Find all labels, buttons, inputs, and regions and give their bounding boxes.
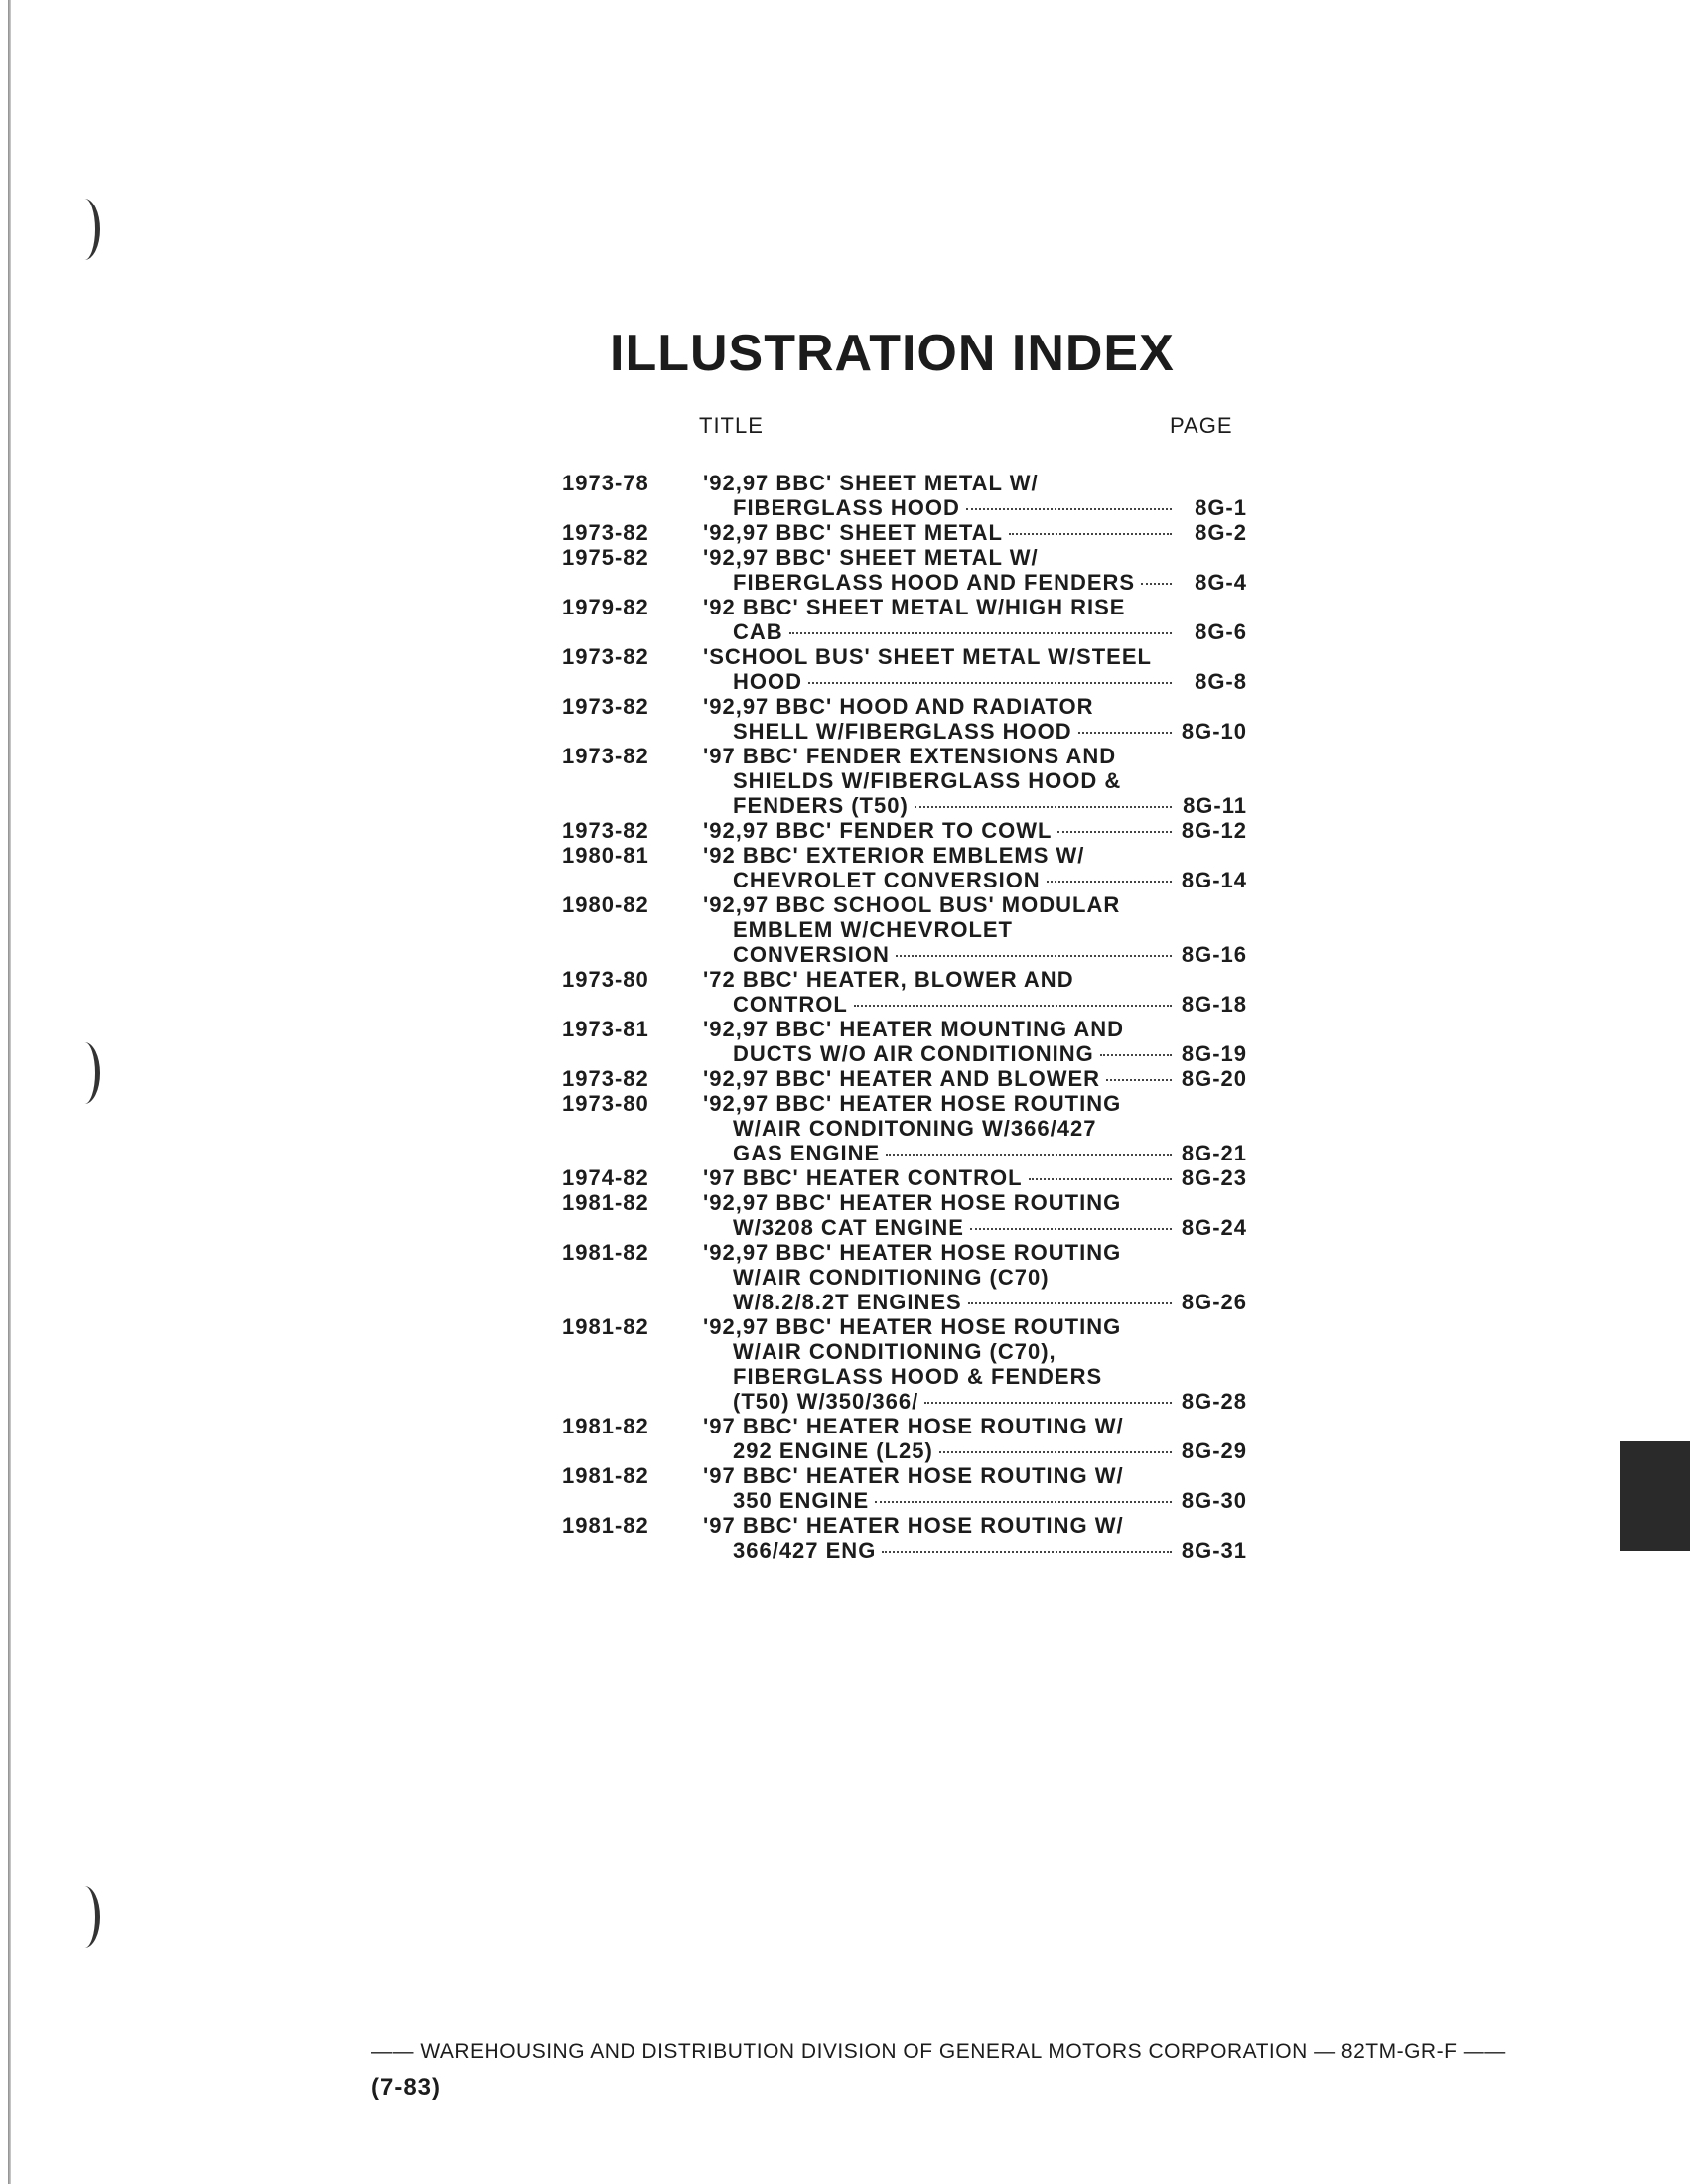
entry-title-line: W/AIR CONDITONING W/366/427: [733, 1116, 1097, 1141]
entry-year: 1973-81: [562, 1017, 649, 1041]
entry-year: 1973-78: [562, 471, 649, 495]
dot-leader: [854, 1005, 1172, 1007]
entry-title-line: '97 BBC' HEATER HOSE ROUTING W/: [703, 1463, 1124, 1488]
binder-edge: [8, 0, 11, 2184]
entry-page-number: 8G-30: [1181, 1488, 1247, 1513]
entry-year: 1981-82: [562, 1414, 649, 1438]
entry-title-line: SHIELDS W/FIBERGLASS HOOD &: [733, 768, 1122, 793]
binder-hole: [70, 199, 100, 260]
entry-title-text: '92,97 BBC' SHEET METAL: [703, 520, 1003, 545]
entry-title-text: (T50) W/350/366/: [733, 1389, 919, 1414]
index-entry: [562, 892, 1247, 967]
index-entry: [562, 1314, 1247, 1414]
entry-title-line: '92,97 BBC' SHEET METAL W/: [703, 545, 1039, 570]
entry-title-text: CAB: [733, 619, 783, 644]
column-header-page: PAGE: [1170, 413, 1233, 438]
entry-title-line: W/AIR CONDITIONING (C70),: [733, 1339, 1056, 1364]
entry-page-number: 8G-16: [1181, 942, 1247, 967]
entry-title-text: W/3208 CAT ENGINE: [733, 1215, 964, 1240]
entry-year: 1973-80: [562, 1091, 649, 1116]
entry-title-final-line: [703, 570, 1247, 595]
dot-leader: [1106, 1079, 1172, 1081]
index-entry: [562, 595, 1247, 644]
entry-year: 1979-82: [562, 595, 649, 619]
index-list: [562, 471, 1247, 1563]
index-entry: [562, 694, 1247, 744]
entry-title-text: FIBERGLASS HOOD AND FENDERS: [733, 570, 1136, 595]
section-tab-marker: [1620, 1441, 1690, 1551]
dot-leader: [939, 1451, 1172, 1453]
entry-title-final-line: [703, 818, 1247, 843]
dot-leader: [1100, 1054, 1172, 1056]
entry-year: 1974-82: [562, 1165, 649, 1190]
entry-title-line: EMBLEM W/CHEVROLET: [733, 917, 1013, 942]
index-entry: [562, 843, 1247, 892]
entry-title-final-line: [703, 1165, 1247, 1190]
entry-title-text: DUCTS W/O AIR CONDITIONING: [733, 1041, 1094, 1066]
entry-title-line: '97 BBC' FENDER EXTENSIONS AND: [703, 744, 1117, 768]
entry-page-number: 8G-21: [1181, 1141, 1247, 1165]
dot-leader: [1047, 881, 1172, 883]
column-header-title: TITLE: [699, 413, 764, 438]
entry-year: 1981-82: [562, 1190, 649, 1215]
entry-title-line: '92,97 BBC' HEATER HOSE ROUTING: [703, 1091, 1122, 1116]
index-entry: [562, 1091, 1247, 1165]
footer-date: (7-83): [371, 2074, 442, 2101]
footer-publisher: —— WAREHOUSING AND DISTRIBUTION DIVISION OF GENERAL MOTORS CORPORATION — 82TM-GR-F ——: [371, 2040, 1506, 2063]
entry-title-final-line: [703, 942, 1247, 967]
entry-title-final-line: [703, 1141, 1247, 1165]
entry-page-number: 8G-14: [1181, 868, 1247, 892]
index-entry: [562, 818, 1247, 843]
index-entry: [562, 1240, 1247, 1314]
entry-year: 1973-82: [562, 644, 649, 669]
entry-page-number: 8G-8: [1195, 669, 1247, 694]
entry-title-text: SHELL W/FIBERGLASS HOOD: [733, 719, 1072, 744]
dot-leader: [1029, 1178, 1172, 1180]
entry-year: 1973-80: [562, 967, 649, 992]
index-entry: [562, 644, 1247, 694]
entry-year: 1980-82: [562, 892, 649, 917]
entry-title-final-line: [703, 1538, 1247, 1563]
binder-hole: [70, 1042, 100, 1104]
entry-title-final-line: [703, 1215, 1247, 1240]
dot-leader: [924, 1402, 1172, 1404]
entry-title-final-line: [703, 619, 1247, 644]
entry-title-line: '72 BBC' HEATER, BLOWER AND: [703, 967, 1074, 992]
index-entry: [562, 471, 1247, 520]
index-entry: [562, 1165, 1247, 1190]
entry-page-number: 8G-20: [1181, 1066, 1247, 1091]
entry-page-number: 8G-26: [1181, 1290, 1247, 1314]
entry-title-final-line: [703, 992, 1247, 1017]
index-entry: [562, 1017, 1247, 1066]
entry-title-text: GAS ENGINE: [733, 1141, 881, 1165]
entry-page-number: 8G-18: [1181, 992, 1247, 1017]
entry-title-line: '92,97 BBC' SHEET METAL W/: [703, 471, 1039, 495]
dot-leader: [896, 955, 1172, 957]
entry-year: 1973-82: [562, 694, 649, 719]
entry-year: 1973-82: [562, 520, 649, 545]
entry-page-number: 8G-12: [1181, 818, 1247, 843]
dot-leader: [1141, 583, 1172, 585]
entry-title-text: FENDERS (T50): [733, 793, 909, 818]
dot-leader: [966, 508, 1172, 510]
entry-title-text: 350 ENGINE: [733, 1488, 870, 1513]
entry-year: 1981-82: [562, 1463, 649, 1488]
entry-page-number: 8G-19: [1181, 1041, 1247, 1066]
entry-title-text: '92,97 BBC' HEATER AND BLOWER: [703, 1066, 1101, 1091]
entry-year: 1980-81: [562, 843, 649, 868]
binder-hole: [70, 1886, 100, 1948]
entry-title-text: CHEVROLET CONVERSION: [733, 868, 1041, 892]
entry-page-number: 8G-4: [1195, 570, 1247, 595]
entry-year: 1981-82: [562, 1314, 649, 1339]
entry-page-number: 8G-29: [1181, 1438, 1247, 1463]
dot-leader: [968, 1302, 1172, 1304]
entry-title-line: FIBERGLASS HOOD & FENDERS: [733, 1364, 1103, 1389]
entry-year: 1973-82: [562, 744, 649, 768]
entry-title-final-line: [703, 520, 1247, 545]
dot-leader: [915, 806, 1172, 808]
entry-year: 1973-82: [562, 818, 649, 843]
entry-page-number: 8G-24: [1181, 1215, 1247, 1240]
index-entry: [562, 545, 1247, 595]
entry-title-text: '97 BBC' HEATER CONTROL: [703, 1165, 1023, 1190]
dot-leader: [789, 632, 1172, 634]
entry-title-text: 366/427 ENG: [733, 1538, 877, 1563]
entry-title-final-line: [703, 1066, 1247, 1091]
entry-title-line: '92 BBC' EXTERIOR EMBLEMS W/: [703, 843, 1085, 868]
entry-title-final-line: [703, 793, 1247, 818]
entry-title-line: '92,97 BBC' HEATER HOSE ROUTING: [703, 1190, 1122, 1215]
entry-title-line: 'SCHOOL BUS' SHEET METAL W/STEEL: [703, 644, 1152, 669]
entry-page-number: 8G-23: [1181, 1165, 1247, 1190]
dot-leader: [970, 1228, 1172, 1230]
entry-title-line: '97 BBC' HEATER HOSE ROUTING W/: [703, 1513, 1124, 1538]
entry-title-line: '92,97 BBC SCHOOL BUS' MODULAR: [703, 892, 1121, 917]
index-entry: [562, 967, 1247, 1017]
entry-page-number: 8G-6: [1195, 619, 1247, 644]
dot-leader: [882, 1551, 1172, 1553]
entry-title-final-line: [703, 719, 1247, 744]
index-entry: [562, 520, 1247, 545]
entry-title-line: '92 BBC' SHEET METAL W/HIGH RISE: [703, 595, 1126, 619]
entry-title-text: HOOD: [733, 669, 802, 694]
entry-page-number: 8G-28: [1181, 1389, 1247, 1414]
entry-title-final-line: [703, 1290, 1247, 1314]
entry-title-text: '92,97 BBC' FENDER TO COWL: [703, 818, 1053, 843]
entry-title-text: CONTROL: [733, 992, 848, 1017]
entry-page-number: 8G-11: [1183, 793, 1247, 818]
page-title: ILLUSTRATION INDEX: [610, 325, 1175, 382]
entry-year: 1973-82: [562, 1066, 649, 1091]
entry-title-final-line: [703, 1389, 1247, 1414]
index-entry: [562, 1463, 1247, 1513]
entry-page-number: 8G-1: [1195, 495, 1247, 520]
dot-leader: [1009, 533, 1172, 535]
entry-title-line: '92,97 BBC' HOOD AND RADIATOR: [703, 694, 1094, 719]
index-entry: [562, 744, 1247, 818]
entry-title-text: 292 ENGINE (L25): [733, 1438, 933, 1463]
entry-title-final-line: [703, 1488, 1247, 1513]
entry-year: 1975-82: [562, 545, 649, 570]
entry-title-final-line: [703, 669, 1247, 694]
entry-title-text: CONVERSION: [733, 942, 890, 967]
entry-title-line: W/AIR CONDITIONING (C70): [733, 1265, 1050, 1290]
dot-leader: [1057, 831, 1172, 833]
index-entry: [562, 1190, 1247, 1240]
dot-leader: [886, 1154, 1172, 1156]
entry-title-text: W/8.2/8.2T ENGINES: [733, 1290, 962, 1314]
entry-year: 1981-82: [562, 1513, 649, 1538]
dot-leader: [875, 1501, 1172, 1503]
entry-title-final-line: [703, 868, 1247, 892]
entry-year: 1981-82: [562, 1240, 649, 1265]
index-entry: [562, 1414, 1247, 1463]
dot-leader: [1078, 732, 1172, 734]
entry-page-number: 8G-10: [1181, 719, 1247, 744]
entry-title-final-line: [703, 495, 1247, 520]
entry-page-number: 8G-31: [1181, 1538, 1247, 1563]
entry-title-line: '92,97 BBC' HEATER HOSE ROUTING: [703, 1314, 1122, 1339]
entry-title-line: '97 BBC' HEATER HOSE ROUTING W/: [703, 1414, 1124, 1438]
index-entry: [562, 1066, 1247, 1091]
entry-title-final-line: [703, 1438, 1247, 1463]
entry-title-line: '92,97 BBC' HEATER MOUNTING AND: [703, 1017, 1125, 1041]
entry-page-number: 8G-2: [1195, 520, 1247, 545]
entry-title-text: FIBERGLASS HOOD: [733, 495, 960, 520]
entry-title-final-line: [703, 1041, 1247, 1066]
dot-leader: [808, 682, 1172, 684]
index-entry: [562, 1513, 1247, 1563]
entry-title-line: '92,97 BBC' HEATER HOSE ROUTING: [703, 1240, 1122, 1265]
